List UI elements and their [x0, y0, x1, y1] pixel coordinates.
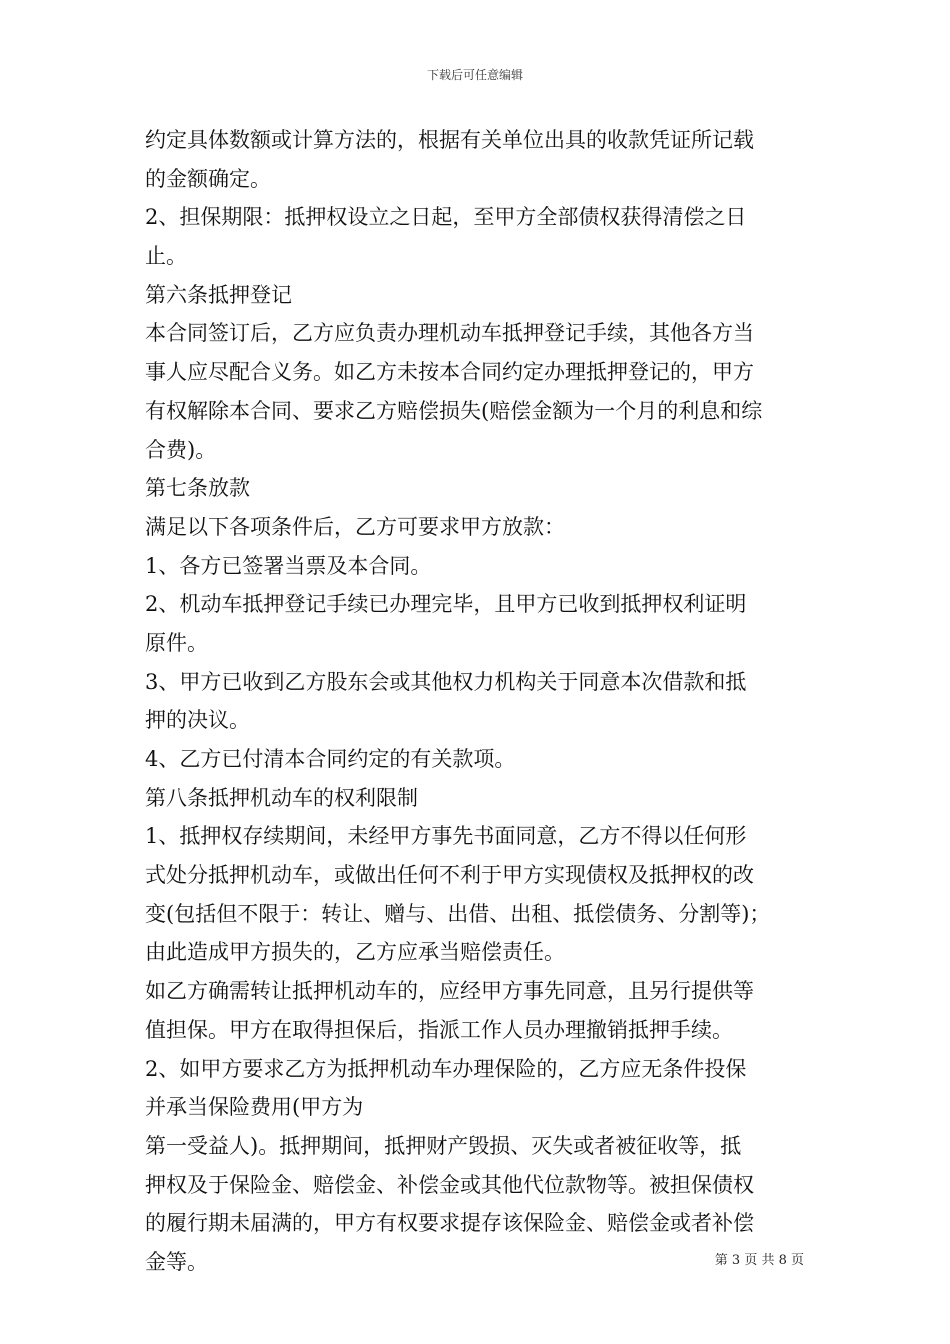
- text-line: 有权解除本合同、要求乙方赔偿损失(赔偿金额为一个月的利息和综: [145, 398, 763, 423]
- section-heading: 第六条抵押登记: [145, 282, 292, 307]
- text-line: 如乙方确需转让抵押机动车的，应经甲方事先同意，且另行提供等: [145, 979, 754, 1004]
- text-line: 1、抵押权存续期间，未经甲方事先书面同意，乙方不得以任何形: [145, 824, 747, 849]
- section-heading: 第七条放款: [145, 476, 250, 501]
- text-line: 2、机动车抵押登记手续已办理完毕，且甲方已收到抵押权利证明: [145, 592, 747, 617]
- text-line: 值担保。甲方在取得担保后，指派工作人员办理撤销抵押手续。: [145, 1017, 733, 1042]
- text-line: 的履行期未届满的，甲方有权要求提存该保险金、赔偿金或者补偿: [145, 1211, 754, 1236]
- document-body: [145, 121, 815, 1282]
- text-line: 由此造成甲方损失的，乙方应承当赔偿责任。: [145, 940, 565, 965]
- text-line: 原件。: [145, 630, 208, 655]
- text-line: 押的决议。: [145, 708, 250, 733]
- text-line: 约定具体数额或计算方法的，根据有关单位出具的收款凭证所记载: [145, 128, 754, 152]
- text-line: 式处分抵押机动车，或做出任何不利于甲方实现债权及抵押权的改: [145, 863, 754, 888]
- page-header: 下载后可任意编辑: [426, 68, 523, 82]
- text-line: 本合同签订后，乙方应负责办理机动车抵押登记手续，其他各方当: [145, 321, 754, 346]
- section-heading: 第八条抵押机动车的权利限制: [145, 785, 418, 810]
- text-line: 满足以下各项条件后，乙方可要求甲方放款：: [145, 514, 565, 539]
- text-line: 1、各方已签署当票及本合同。: [145, 553, 432, 578]
- text-line: 4、乙方已付清本合同约定的有关款项。: [145, 747, 516, 771]
- text-line: 押权及于保险金、赔偿金、补偿金或其他代位款物等。被担保债权: [145, 1172, 754, 1197]
- text-line: 事人应尽配合义务。如乙方未按本合同约定办理抵押登记的，甲方: [145, 360, 754, 385]
- text-line: 第一受益人)。抵押期间，抵押财产毁损、灭失或者被征收等，抵: [145, 1133, 742, 1158]
- text-line: 变(包括但不限于：转让、赠与、出借、出租、抵偿债务、分割等)；: [145, 901, 771, 926]
- text-line: 金等。: [145, 1249, 208, 1274]
- text-line: 3、甲方已收到乙方股东会或其他权力机构关于同意本次借款和抵: [145, 669, 747, 694]
- text-line: 2、担保期限：抵押权设立之日起，至甲方全部债权获得清偿之日: [145, 205, 747, 230]
- text-line: 并承当保险费用(甲方为: [145, 1095, 364, 1120]
- text-line: 止。: [145, 244, 187, 269]
- text-line: 合费)。: [145, 437, 217, 462]
- text-line: 的金额确定。: [145, 166, 271, 191]
- text-line: 2、如甲方要求乙方为抵押机动车办理保险的，乙方应无条件投保: [145, 1056, 747, 1081]
- page-number: 第 3 页 共 8 页: [714, 1253, 804, 1268]
